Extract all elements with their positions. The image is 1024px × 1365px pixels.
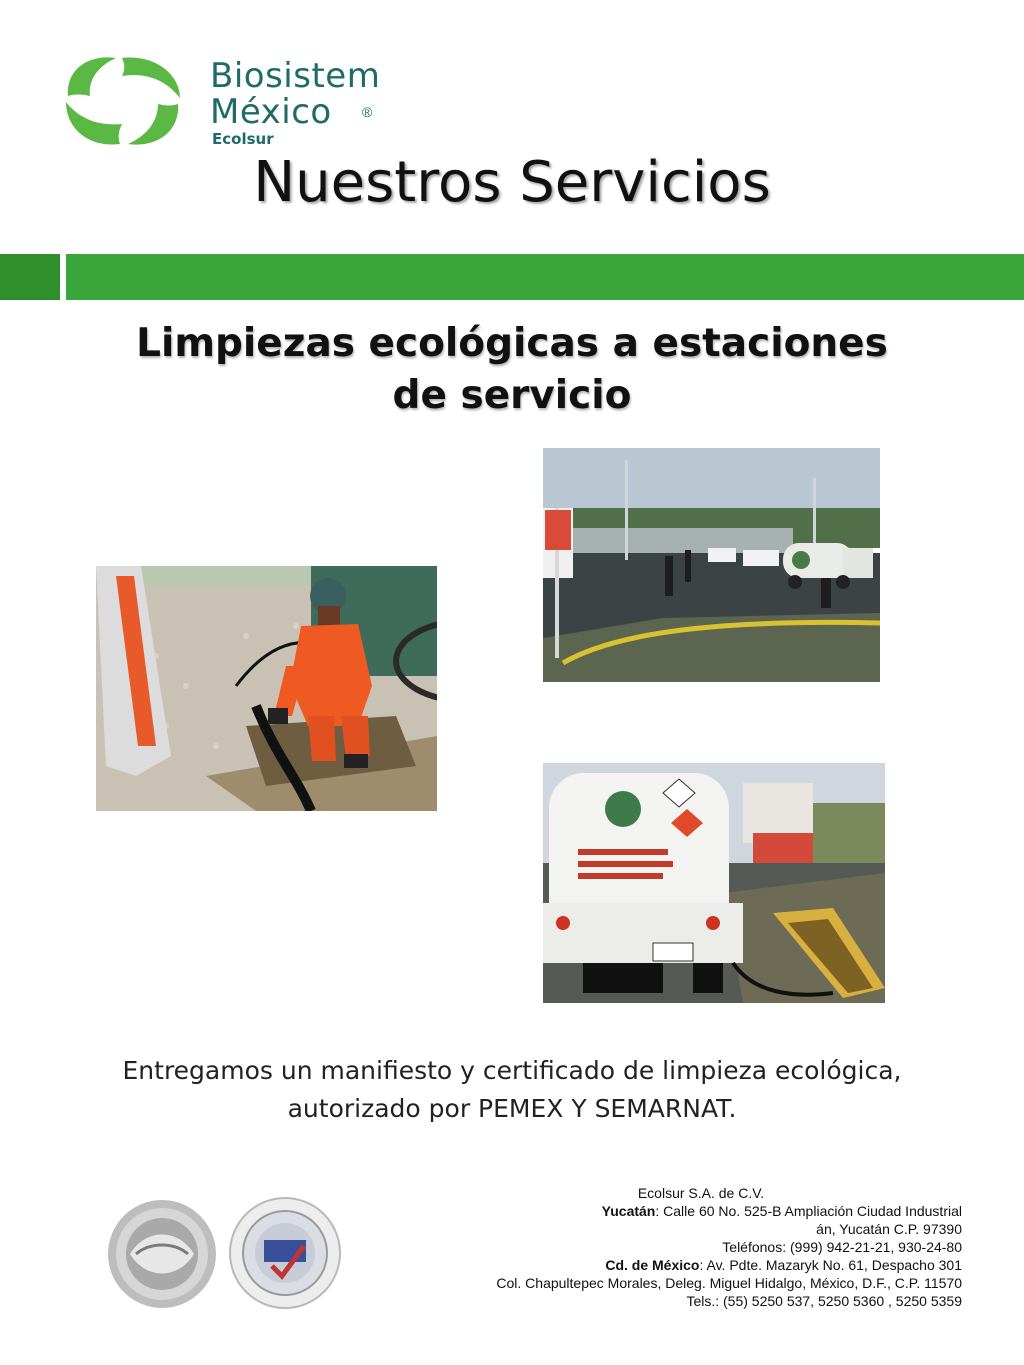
- logo-registered-mark: ®: [362, 104, 373, 120]
- footer-cdmx-label: Cd. de México: [605, 1257, 700, 1273]
- footer-cdmx-phones: Tels.: (55) 5250 537, 5250 5360 , 5250 5359: [686, 1293, 962, 1309]
- photo-worker-orange-suit-icon: [96, 566, 437, 811]
- leaf-swirl-logo-icon: [62, 52, 184, 148]
- subtitle-line-1: Limpiezas ecológicas a estaciones: [136, 321, 888, 366]
- footer-cdmx-address-2: Col. Chapultepec Morales, Deleg. Miguel Hidalgo, México, D.F., C.P. 11570: [496, 1275, 962, 1291]
- photo-station-tanker-icon: [543, 448, 880, 682]
- footer-yucatan-address-2: án, Yucatán C.P. 97390: [816, 1221, 962, 1237]
- subtitle-line-2: de servicio: [392, 373, 632, 418]
- logo-text-mexico: México: [210, 92, 332, 132]
- footer-cdmx-address: [380, 1256, 962, 1274]
- iqs-iso-9001-seal: [228, 1196, 342, 1310]
- industria-limpia-seal: [106, 1198, 218, 1310]
- footer-cdmx-address-text: : Av. Pdte. Mazaryk No. 61, Despacho 301: [699, 1257, 962, 1273]
- logo-text-ecolsur: Ecolsur: [212, 130, 274, 148]
- photo-tanker: [543, 763, 885, 1003]
- logo-text-biosistem: Biosistem: [210, 56, 381, 96]
- iqs-iso-9001-seal-icon: [228, 1196, 342, 1310]
- photo-tanker-residuos-icon: [543, 763, 885, 1003]
- photo-station: [543, 448, 880, 682]
- accent-bar-large: [66, 254, 1024, 300]
- footer-yucatan-label: Yucatán: [601, 1203, 656, 1219]
- body-line-1: Entregamos un manifiesto y certificado de limpieza ecológica,: [122, 1056, 902, 1085]
- industria-limpia-seal-icon: [106, 1198, 218, 1310]
- company-logo: [62, 52, 422, 152]
- page-title: Nuestros Servicios: [253, 150, 771, 215]
- photo-worker: [96, 566, 437, 811]
- body-line-2: autorizado por PEMEX Y SEMARNAT.: [287, 1094, 737, 1123]
- footer-company: Ecolsur S.A. de C.V.: [637, 1185, 765, 1201]
- footer-yucatan-phones: Teléfonos: (999) 942-21-21, 930-24-80: [722, 1239, 962, 1255]
- body-paragraph: [0, 1052, 1024, 1128]
- footer-yucatan-address-text: : Calle 60 No. 525-B Ampliación Ciudad Industrial: [655, 1203, 962, 1219]
- footer-contact: [380, 1184, 962, 1310]
- accent-bar-small: [0, 254, 60, 300]
- section-subtitle: [0, 318, 1024, 422]
- footer-yucatan-address: [380, 1202, 962, 1220]
